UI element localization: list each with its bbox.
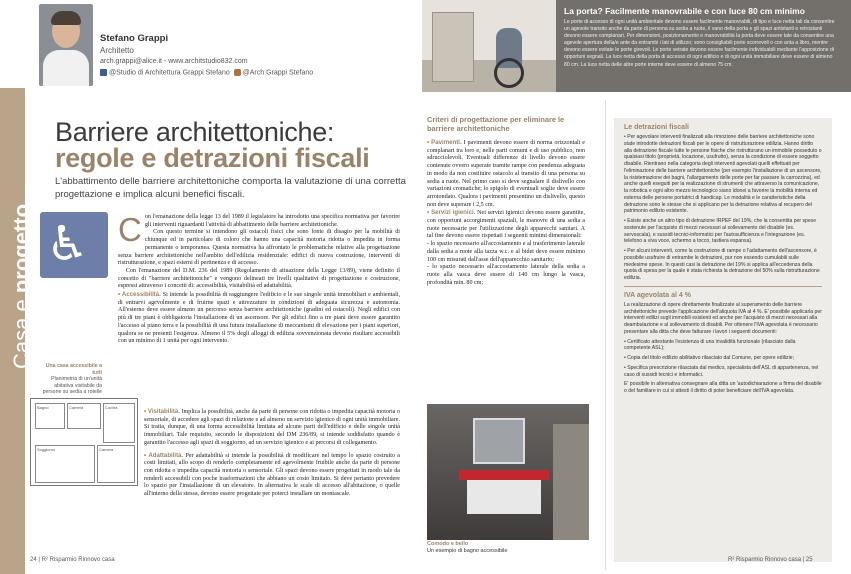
subheading-visitabilita: • Visitabilità. — [144, 408, 180, 415]
author-photo — [39, 4, 93, 86]
plan-room: Camera — [97, 445, 135, 483]
panel-paragraph: La realizzazione di opere direttamente finalizzate al superamento delle barriere architettoniche prevede l'applicazione dell'aliquota IVA al 4 %. E' possibile applicarla per interventi edilizi sugli immobili esistenti ed anche per l'acquisto di mezzi necessari alla deambulazione e al sollevamento di disabili. Per ottenere l'IVA agevolata è necessario presentare alla ditta che deve fatturare i lavori i seguenti documenti: — [624, 301, 822, 335]
paragraph: on l'emanazione della legge 13 del 1989 il legislatore ha introdotto una specifica normativa per favorire gli interventi riguardanti l'attività di abbattimento delle barriere architettoniche. — [144, 214, 400, 228]
paragraph: Con l'emanazione del D.M. 236 del 1989 (Regolamento di attuazione della Legge 13/89), viene definito il concetto di "barriere architettoniche" e vengono delineati tre livelli qualitativi di progettazione e costruzione, espressi attraverso i concetti di: accessibilità, visitabilità ed adattabilità. — [118, 267, 400, 290]
panel-heading-detrazioni: Le detrazioni fiscali — [624, 124, 689, 131]
subheading-adattabilita: • Adattabilità. — [144, 451, 184, 459]
paragraph: I pavimenti devono essere di norma orizzontali e complanari tra loro e, nelle parti comuni e di uso pubblico, non sdrucciolevoli. Eventuali differenze di livello devono essere contenute ovvero superate tramite rampe con pendenza adeguata in modo da non costituire ostacolo al transito di una persona su sedia a ruote. Nel primo caso si deve segnalare il dislivello con variazioni cromatiche; lo spigolo di eventuali soglie deve essere arrotondato. Qualora i pavimenti presentino un dislivello, questo non deve superare i 2,5 cm. — [427, 140, 585, 208]
paragraph: Nei servizi igienici devono essere garantite, con opportuni accorgimenti spaziali, le manovre di una sedia a ruote necessarie per l'utilizzazione degli apparecchi sanitari. A tal fine devono essere rispettati i seguenti minimi dimensionali: — [427, 210, 585, 240]
plan-room: Cucina — [103, 403, 135, 443]
wheelchair-sign — [40, 212, 108, 278]
panel-paragraph: • Certificato attestante l'esistenza di una invalidità funzionale (rilasciato dalla competente ASL); — [624, 338, 796, 352]
footer-left: 24 | R² Risparmio Rinnovo casa — [30, 557, 115, 563]
subheading-servizi-igienici: • Servizi igienici. — [427, 209, 476, 217]
title-line-2: regole e detrazioni fiscali — [55, 143, 370, 173]
panel-paragraph: • Per agevolare interventi finalizzati alla rimozione delle barriere architettoniche sono state introdotte detrazioni fiscali per le opere di ristrutturazione edilizia. Hanno diritto alla detrazione fiscale tutte le persone fisiche che ristrutturano un immobile posseduto o qualsiasi titolo (proprietà, locazione, usufrutto), senza la condizione di essere soggetto disabile. Rientrano nella categoria degli interventi agevolati quelli effettuati per l'eliminazione delle barriere architettoniche (per esempio l'installazione di un ascensore, la risistemazione dei bagni, l'allargamento delle porte per far passare la carrozzina), ed anche quelli eseguiti per la realizzazione di strumenti che attraverso la comunicazione, la robotica e ogni altro mezzo tecnologico siano idonei a favorire la mobilità interna ed esterna delle persone portatrici di handicap. Le modalità e le caratteristiche della detrazione sono le stesse che si applicano per la detrazione relativa al recupero del patrimonio edilizio esistente. — [624, 134, 822, 215]
panel-paragraph: E' possibile in alternativa consegnare alla ditta un 'autodichiarazione a firma del disabile o del familiare in cui si attesti il diritto di poter beneficiare dell'IVA agevolata. — [624, 381, 822, 394]
criteria-heading: Criteri di progettazione per eliminare le barriere architettoniche — [427, 115, 565, 133]
author-social — [100, 69, 313, 76]
paragraph: Per adattabilità si intende la possibilità di modificare nel tempo lo spazio costruito a costi limitati, allo scopo di renderlo completamente ed agevolmente fruibile anche da parte di persone con ridotta o impedita capacità motoria o sensoriale. Gli spazi devono essere progettati in modo tale da renderli accessibili con poche trasformazioni che abbiano un costo limitato. Si deve pertanto prevedere lo spazio per l'installazione di un elevatore. In alternativa le scale di accesso all'abitazione, o quelle all'interno della stessa, devono essere progettate per poterci installare un montascale. — [144, 452, 400, 498]
paragraph: Si intende la possibilità di raggiungere l'edificio e le sue singole unità immobiliari e ambientali, di entrarvi agevolmente e di fruirne spazi e attrezzature in condizioni di adeguata sicurezza e autonomia. All'esterno deve essere almeno un percorso senza barriere architettoniche (gradini ed ostacoli). Negli edifici con più di tre piani è obbligatoria l'installazione di un ascensore. Per gli edifici fino a tre piani deve essere garantito l'accesso al piano terra e la possibilità di una futura installazione di meccanismi di elevazione per i piani superiori, qualora se ne presenti l'esigenza. Almeno il 5% degli alloggi di edilizia sovvenzionata devono risultare accessibili con un minimo di 1 unità per ogni intervento. — [118, 292, 400, 345]
subtitle: L'abbattimento delle barriere architettoniche comporta la valutazione di una corretta progettazione e implica alcuni benefici fiscali. — [55, 176, 406, 200]
panel-heading-iva: IVA agevolata al 4 % — [624, 291, 691, 299]
author-name: Stefano Grappi — [100, 33, 169, 44]
panel-paragraph: • Esiste anche un altro tipo di detrazione IRPEF del 19%, che la consentita per spese sostenute per l'acquisto di mezzi necessari al sollevamento del disabile (es. servoscala), e sussidi tecnici-informatici per l'autosufficienza e l'integrazione (es. telefono a viva voce, schermo a tocco, tastiera espansa). — [624, 218, 817, 245]
facebook-icon — [100, 69, 107, 76]
instagram-handle: @Arch Grappi Stefano — [242, 69, 314, 77]
plan-room: Bagno — [35, 403, 65, 429]
plan-room: Soggiorno — [35, 445, 95, 483]
wheelchair-icon: ♿ — [46, 216, 90, 272]
panel-paragraph: • Copia del titolo edilizio abilitativo rilasciato dal Comune, per opere edilizie; — [624, 355, 794, 361]
paragraph: Implica la possibilità, anche da parte di persone con ridotta o impedita capacità motoria o sensoriale, di accedere agli spazi di relazione e ad almeno un servizio igienico di ogni unità immobiliare. Si tratta, dunque, di una forma accessibilità limitata ad alcune parti dell'edificio e delle singole unità immobiliari. Tale requisito, secondo le disposizioni del DM 236/89, si intende soddisfatto quando è garantito l'accesso agli spazi di soggiorno, ad un servizio igienico e ai percorsi di collegamento. — [144, 409, 400, 446]
section-label: Casa e progetto — [9, 203, 34, 369]
section-sidebar — [0, 88, 34, 574]
paragraph: Con questo termine si intendono gli ostacoli fisici che sono fonte di disagio per la mobilità di chiunque ed in particolare di coloro che hanno una capacità motoria ridotta o impedita in forma permanente o temporanea. Questa normativa ha affrontato le problematiche relative alla progettazione senza barriere architettoniche nell'ambito dell'edilizia residenziale: edifici di nuova costruzione, interventi di ristrutturazione, e spazi esterni di pertinenza e di accesso. — [118, 229, 400, 267]
door-info-box — [556, 0, 851, 92]
plan-room: Camera — [67, 403, 101, 429]
panel-divider — [624, 286, 822, 287]
panel-paragraph: • Per alcuni interventi, come la costruzione di rampe o l'adattamento dell'ascensore, è possibile usufruire di entrambe le detrazioni, pur non essendo cumulabili sulle medesime spese. In questi casi la detrazione del 19% si applica all'eccedenza della quota di spesa per la quale è stata richiesta la detrazione del 50% sulla ristrutturazione edilizia. — [624, 248, 820, 281]
floor-plan — [30, 398, 138, 486]
instagram-icon — [234, 69, 241, 76]
dropcap: C — [118, 211, 142, 248]
footer-right: R² Risparmio Rinnovo casa | 25 — [728, 557, 813, 563]
bathroom-caption: Comodo e bello Un esempio di bagno accessibile — [427, 541, 508, 554]
body-column-b — [427, 139, 585, 287]
panel-paragraph: • Specifica prescrizione rilasciata dal medico, specialista dell'ASL di appartenenza, nel caso di sussidi tecnici e informatici. — [624, 364, 819, 378]
bathroom-photo — [427, 404, 589, 540]
paragraph: - lo spazio necessario all'accostamento e al trasferimento laterale dalla sedia a ruote alla tazza w.c. e al bidet deve essere minimo 100 cm misurati dall'asse dell'apparecchio sanitario; — [427, 241, 585, 263]
subheading-pavimenti: • Pavimenti. — [427, 139, 462, 146]
subheading-accessibilita: • Accessibilità. — [118, 291, 161, 299]
title-line-1: Barriere architettoniche: — [55, 117, 335, 147]
facebook-handle: @Studio di Architettura Grappi Stefano — [109, 69, 230, 77]
header — [0, 0, 851, 92]
body-column-a2 — [144, 408, 400, 499]
door-info-text: Le porte di accesso di ogni unità ambientale devono essere facilmente manovrabili, di tipo e luce netta tali da consentire un agevole transito anche da parte di persona su sedia a ruote, il vano della porta e gli spazi antistanti e retrostanti devono essere complanari. Per dimensioni, posizionamento e manovrabilità la porta deve essere tale da consentire una agevole apertura della/e ante da entrambi i lati di utilizzo; sono consigliabili porte scorrevoli o con anta a libro, mentre devono essere evitate le porte girevoli. Le porte vetrate devono essere facilmente individuabili mediante l'apposizione di opportuni segnali. La luce netta della porta di accesso di ogni edificio e di ogni unità immobiliare deve essere di almeno 80 cm. La luce netta delle altre porte interne deve essere di almeno 75 cm. — [564, 19, 835, 68]
body-column-a — [118, 211, 400, 346]
paragraph: - lo spazio necessario all'accostamento laterale della sedia a ruote alla vasca deve essere di 140 cm lungo la vasca, profondità min. 80 cm; — [427, 264, 585, 286]
plan-caption: Una casa accessibile a tutti Planimetria di un'unità abitativa visitabile da persone su sedia a rotelle — [42, 363, 102, 396]
author-role: Architetto — [100, 46, 134, 55]
door-photo — [422, 0, 556, 92]
page-gutter — [605, 100, 606, 570]
tax-panel — [614, 118, 832, 562]
door-info-title: La porta? Facilmente manovrabile e con luce 80 cm minimo — [564, 6, 805, 16]
author-contact: arch.grappi@alice.it - www.architstudio832.com — [100, 58, 248, 65]
